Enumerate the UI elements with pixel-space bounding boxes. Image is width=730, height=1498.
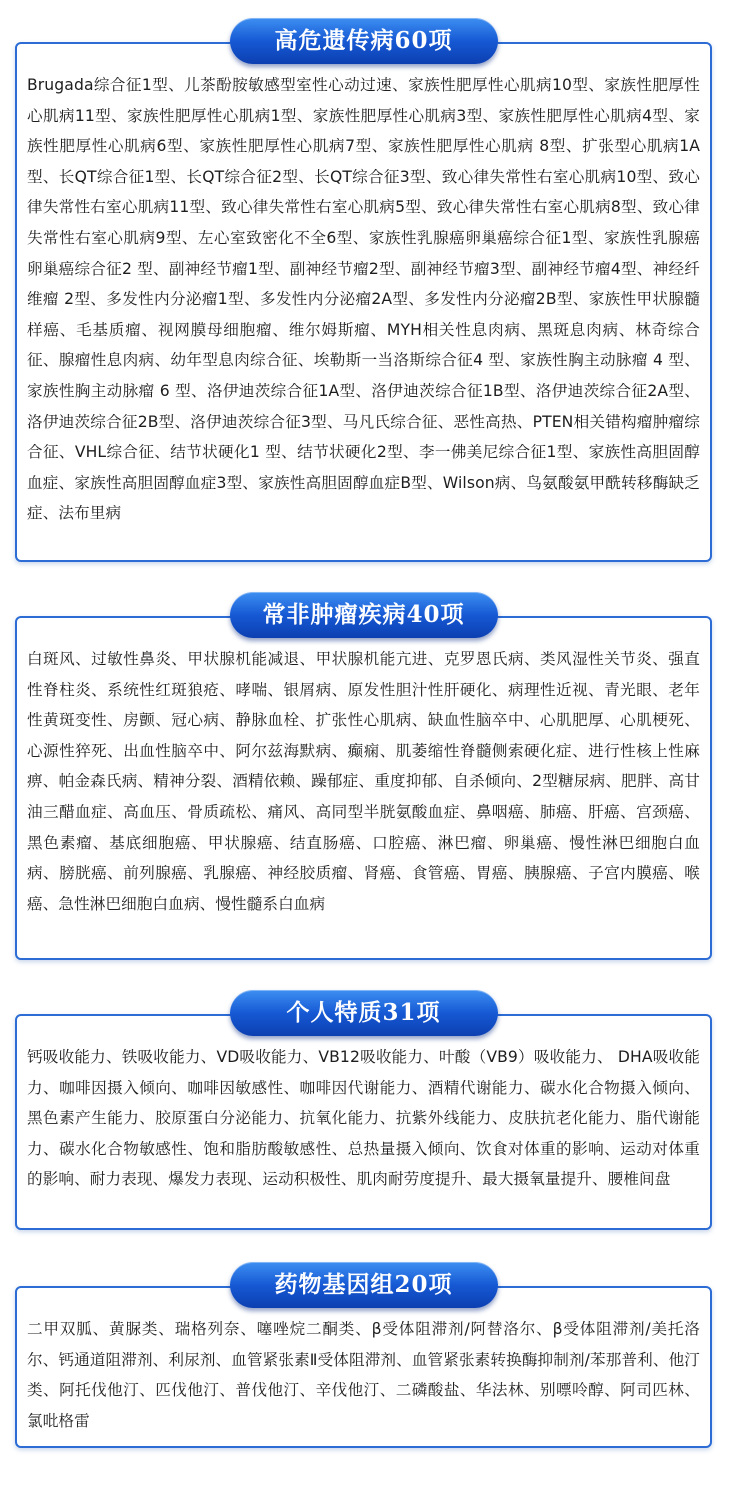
section-content: Brugada综合征1型、儿茶酚胺敏感型室性心动过速、家族性肥厚性心肌病10型、家族性肥厚性心肌病11型、家族性肥厚性心肌病1型、家族性肥厚性心肌病3型、家族性肥厚性心肌病4型、家族性肥厚性心肌病6型、家族性肥厚性心肌病7型、家族性肥厚性心肌病 8型、扩张型心肌病1A型、长QT综合征1型、长QT综合征2型、长QT综合征3型、致心律失常性右室心肌病10型、致心律失常性右室心肌病11型、致心律失常性右室心肌病5型、致心律失常性右室心肌病8型、致心律失常性右室心肌病9型、左心室致密化不全6型、家族性乳腺癌卵巢癌综合征1型、家族性乳腺癌卵巢癌综合征2 型、副神经节瘤1型、副神经节瘤2型、副神经节瘤3型、副神经节瘤4型、神经纤维瘤 2型、多发性内分泌瘤1型、多发性内分泌瘤2A型、多发性内分泌瘤2B型、家族性甲状腺髓样癌、毛基质瘤、视网膜母细胞瘤、维尔姆斯瘤、MYH相关性息肉病、黑斑息肉病、林奇综合征、腺瘤性息肉病、幼年型息肉综合征、埃勒斯一当洛斯综合征4 型、家族性胸主动脉瘤 4 型、家族性胸主动脉瘤 6 型、洛伊迪茨综合征1A型、洛伊迪茨综合征1B型、洛伊迪茨综合征2A型、洛伊迪茨综合征2B型、洛伊迪茨综合征3型、马凡氏综合征、恶性高热、PTEN相关错构瘤肿瘤综合征、VHL综合征、结节状硬化1 型、结节状硬化2型、李一佛美尼综合征1型、家族性高胆固醇血症、家族性高胆固醇血症3型、家族性高胆固醇血症B型、Wilson病、鸟氨酸氨甲酰转移酶缺乏症、法布里病 [27,76,700,523]
section-content: 白斑风、过敏性鼻炎、甲状腺机能减退、甲状腺机能亢进、克罗恩氏病、类风湿性关节炎、强直性脊柱炎、系统性红斑狼疮、哮喘、银屑病、原发性胆汁性肝硬化、病理性近视、青光眼、老年性黄斑变性、房颤、冠心病、静脉血栓、扩张性心肌病、缺血性脑卒中、心肌肥厚、心肌梗死、心源性猝死、出血性脑卒中、阿尔兹海默病、癫痫、肌萎缩性脊髓侧索硬化症、进行性核上性麻痹、帕金森氏病、精神分裂、酒精依赖、躁郁症、重度抑郁、自杀倾向、2型糖尿病、肥胖、高甘油三醋血症、高血压、骨质疏松、痛风、高同型半胱氨酸血症、鼻咽癌、肺癌、肝癌、宫颈癌、黑色素瘤、基底细胞癌、甲状腺癌、结直肠癌、口腔癌、淋巴瘤、卵巢癌、慢性淋巴细胞白血病、膀胱癌、前列腺癌、乳腺癌、神经胶质瘤、肾癌、食管癌、胃癌、胰腺癌、子宫内膜癌、喉癌、急性淋巴细胞白血病、慢性髓系白血病 [27,650,700,913]
section-box [15,42,712,562]
section-content: 钙吸收能力、铁吸收能力、VD吸收能力、VB12吸收能力、叶酸（VB9）吸收能力、 DHA吸收能力、咖啡因摄入倾向、咖啡因敏感性、咖啡因代谢能力、酒精代谢能力、碳水化合物摄入倾向、黑色素产生能力、胶原蛋白分泌能力、抗氧化能力、抗紫外线能力、皮肤抗老化能力、脂代谢能力、碳水化合物敏感性、饱和脂肪酸敏感性、总热量摄入倾向、饮食对体重的影响、运动对体重的影响、耐力表现、爆发力表现、运动积极性、肌肉耐劳度提升、最大摄氧量提升、腰椎间盘 [27,1048,700,1189]
section-title: 常非肿瘤疾病40项 [230,592,498,638]
section-pharmacogenomics [15,1262,712,1448]
section-content: 二甲双胍、黄脲类、瑞格列奈、噻唑烷二酮类、β受体阻滞剂/阿替洛尔、β受体阻滞剂/美托洛尔、钙通道阻滞剂、利尿剂、血管紧张素Ⅱ受体阻滞剂、血管紧张素转换酶抑制剂/苯那普利、他汀类、阿托伐他汀、匹伐他汀、普伐他汀、辛伐他汀、二磷酸盐、华法林、别嘌呤醇、阿司匹林、氯吡格雷 [27,1320,700,1430]
section-title: 药物基因组20项 [230,1262,498,1308]
section-non-tumor-diseases [15,592,712,960]
section-title: 个人特质31项 [230,990,498,1036]
section-box [15,1014,712,1230]
section-box [15,616,712,960]
section-hereditary-diseases [15,18,712,562]
section-box [15,1286,712,1448]
section-personal-traits [15,990,712,1230]
section-title: 高危遗传病60项 [230,18,498,64]
